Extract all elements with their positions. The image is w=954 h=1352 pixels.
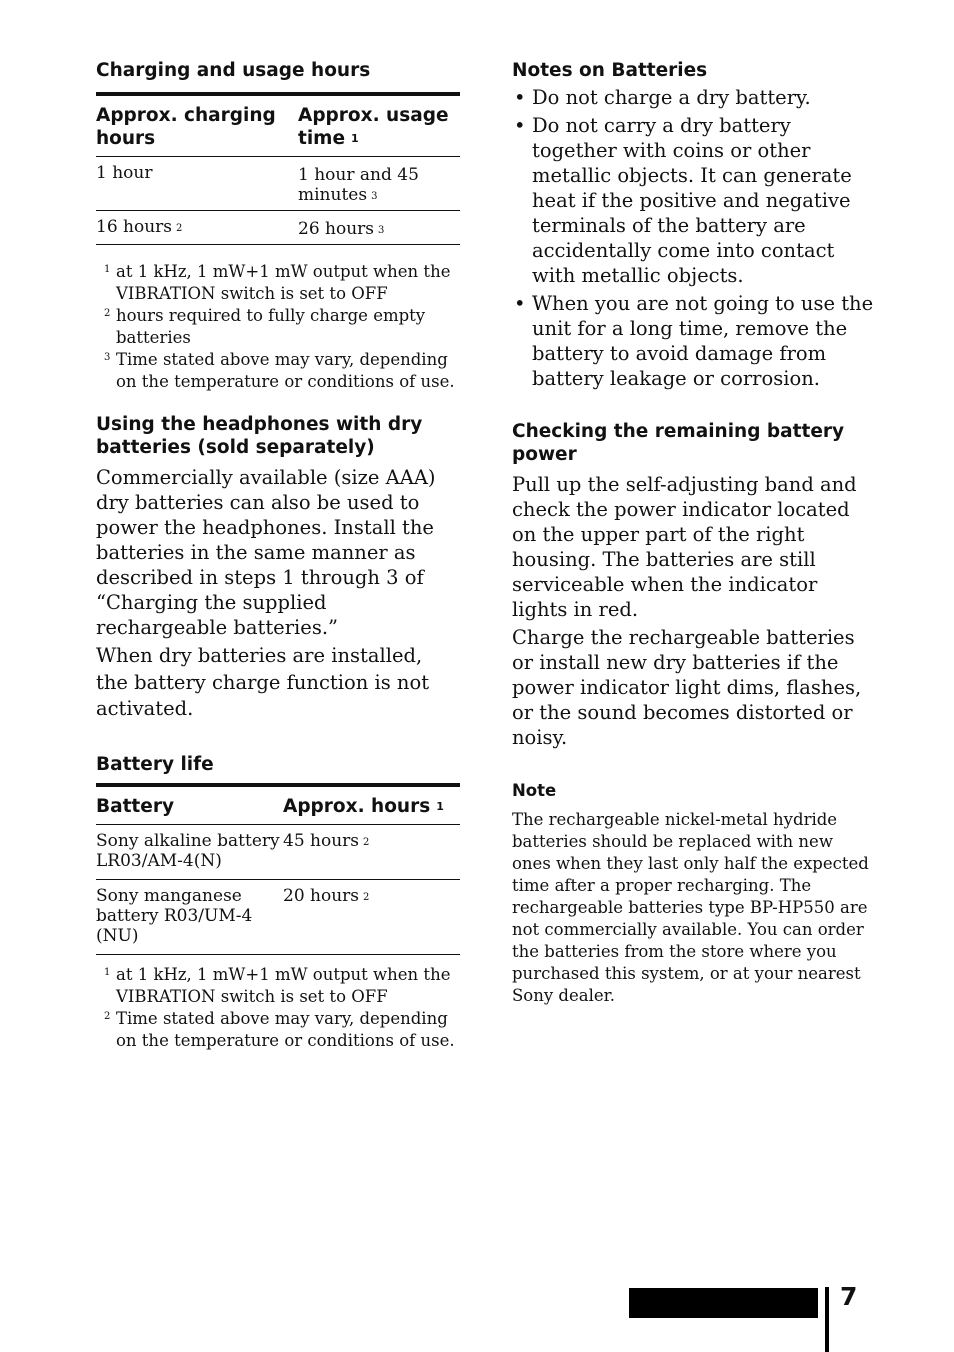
checking-paragraph-1: Pull up the self-adjusting band and check the power indicator located on the upper part of the right housing. The batteries are still serviceable when the indicator lights in red. [512, 473, 857, 621]
table-cell: 20 hours $^2$ [283, 879, 460, 954]
footnote: 2 Time stated above may vary, depending on the temperature or conditions of use. [104, 1008, 455, 1050]
footnote: 3 Time stated above may vary, depending on the temperature or conditions of use. [104, 350, 455, 391]
notes-list [512, 85, 874, 391]
table-cell: 1 hour and 45 minutes $^3$ [298, 157, 460, 211]
charging-heading: Charging and usage hours [96, 60, 371, 81]
dry-batteries-paragraph-1: Commercially available (size AAA) dry batteries can also be used to power the headphones. Install the batteries in the same manner as described in steps 1 through 3 of “Charging the supplied rechargeable batteries.” [96, 466, 436, 639]
table-row [96, 211, 460, 245]
footnote: 2 hours required to fully charge empty batteries [104, 306, 426, 347]
note-heading: Note [512, 781, 557, 800]
table-row [96, 824, 460, 879]
table-cell: Sony manganese battery R03/UM-4 (NU) [96, 879, 283, 954]
left-column [96, 58, 460, 1052]
battery-col2-header: Approx. hours $^1$ [283, 785, 460, 825]
table-row [96, 157, 460, 211]
dry-batteries-heading: Using the headphones with dry batteries (sold separately) [96, 414, 423, 458]
charging-col2-header: Approx. usage time $^1$ [298, 94, 460, 157]
page-tab-bar [629, 1288, 818, 1318]
charging-table [96, 92, 460, 245]
charging-footnotes [96, 261, 460, 393]
table-cell: Sony alkaline battery LR03/AM-4(N) [96, 824, 283, 879]
table-cell: 26 hours $^3$ [298, 211, 460, 245]
checking-paragraph-2: Charge the rechargeable batteries or install new dry batteries if the power indicator light dims, flashes, or the sound becomes distorted or noisy. [512, 626, 862, 749]
battery-col1-header: Battery [96, 785, 283, 825]
table-cell: 16 hours $^2$ [96, 211, 298, 245]
table-header-row [96, 785, 460, 825]
page-number: 7 [840, 1282, 858, 1311]
table-cell: 1 hour [96, 157, 298, 211]
footnote: 1 at 1 kHz, 1 mW+1 mW output when the VIBRATION switch is set to OFF [104, 964, 451, 1006]
table-cell: 45 hours $^2$ [283, 824, 460, 879]
notes-heading: Notes on Batteries [512, 60, 708, 81]
table-header-row [96, 94, 460, 157]
note-paragraph: The rechargeable nickel-metal hydride batteries should be replaced with new ones when they last only half the expected time after a proper recharging. The rechargeable batteries type BP-HP550 are not commercially available. You can order the batteries from the store where you purchased this system, or at your nearest Sony dealer. [512, 810, 869, 1005]
charging-col1-header: Approx. charging hours [96, 94, 298, 157]
table-row [96, 879, 460, 954]
footnote: 1 at 1 kHz, 1 mW+1 mW output when the VIBRATION switch is set to OFF [104, 262, 451, 303]
battery-life-footnotes [96, 964, 460, 1052]
list-item: • Do not charge a dry battery. [512, 85, 874, 110]
battery-life-heading: Battery life [96, 753, 214, 775]
list-item: • When you are not going to use the unit for a long time, remove the battery to avoid damage from battery leakage or corrosion. [512, 291, 874, 391]
dry-batteries-paragraph-2: When dry batteries are installed, the battery charge function is not activated. [96, 644, 430, 720]
right-column [512, 58, 874, 1007]
battery-life-table [96, 783, 460, 955]
checking-heading: Checking the remaining battery power [512, 421, 845, 465]
list-item: • Do not carry a dry battery together with coins or other metallic objects. It can generate heat if the positive and negative terminals of the battery are accidentally come into contact with metallic objects. [512, 113, 874, 288]
page-divider [825, 1287, 829, 1352]
